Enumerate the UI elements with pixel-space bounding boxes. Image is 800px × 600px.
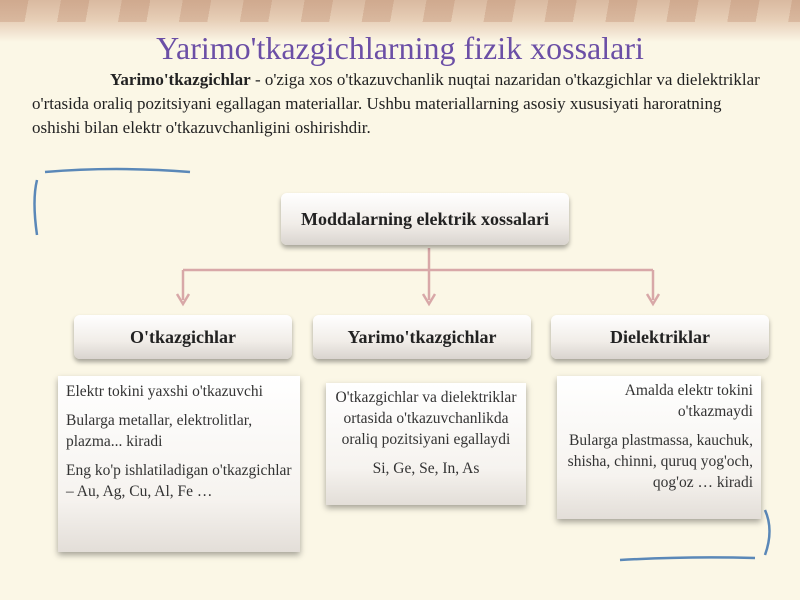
dielectrics-line-1: Amalda elektr tokini o'tkazmaydi bbox=[624, 382, 753, 420]
category-label-semiconductors: Yarimo'tkazgichlar bbox=[347, 326, 497, 347]
diagram-root-box bbox=[281, 193, 569, 245]
category-header-semiconductors bbox=[313, 315, 531, 359]
conductors-line-3: Eng ko'p ishlatiladigan o'tkazgichlar – Au, Ag, Cu, Al, Fe … bbox=[66, 462, 292, 500]
semiconductors-line-1: O'tkazgichlar va dielektriklar ortasida o'tkazuvchanlikda oraliq pozitsiyani egallaydi bbox=[335, 389, 517, 448]
category-header-dielectrics bbox=[551, 315, 769, 359]
category-header-conductors bbox=[74, 315, 292, 359]
semiconductors-description bbox=[326, 383, 526, 505]
category-label-conductors: O'tkazgichlar bbox=[130, 326, 236, 347]
dielectrics-description bbox=[557, 376, 761, 519]
conductors-line-2: Bularga metallar, elektrolitlar, plazma... kiradi bbox=[66, 412, 253, 450]
conductors-description bbox=[58, 376, 300, 552]
intro-text: - o'ziga xos o'tkazuvchanlik nuqtai nazaridan o'tkazgichlar va dielektriklar o'rtasida oraliq pozitsiyani egallagan materiallar. Ushbu materiallarning asosiy xususiyati haroratning oshishi bilan elektr o'tkazuvchanligini oshirishdir. bbox=[32, 70, 760, 137]
dielectrics-line-2: Bularga plastmassa, kauchuk, shisha, chinni, quruq yog'och, qog'oz … kiradi bbox=[567, 432, 753, 491]
category-label-dielectrics: Dielektriklar bbox=[610, 326, 710, 347]
diagram-root-label: Moddalarning elektrik xossalari bbox=[300, 208, 549, 229]
conductors-line-1: Elektr tokini yaxshi o'tkazuvchi bbox=[66, 383, 263, 400]
semiconductors-line-2: Si, Ge, Se, In, As bbox=[372, 460, 480, 477]
slide-title: Yarimo'tkazgichlarning fizik xossalari bbox=[156, 30, 644, 66]
intro-term: Yarimo'tkazgichlar bbox=[110, 70, 251, 89]
